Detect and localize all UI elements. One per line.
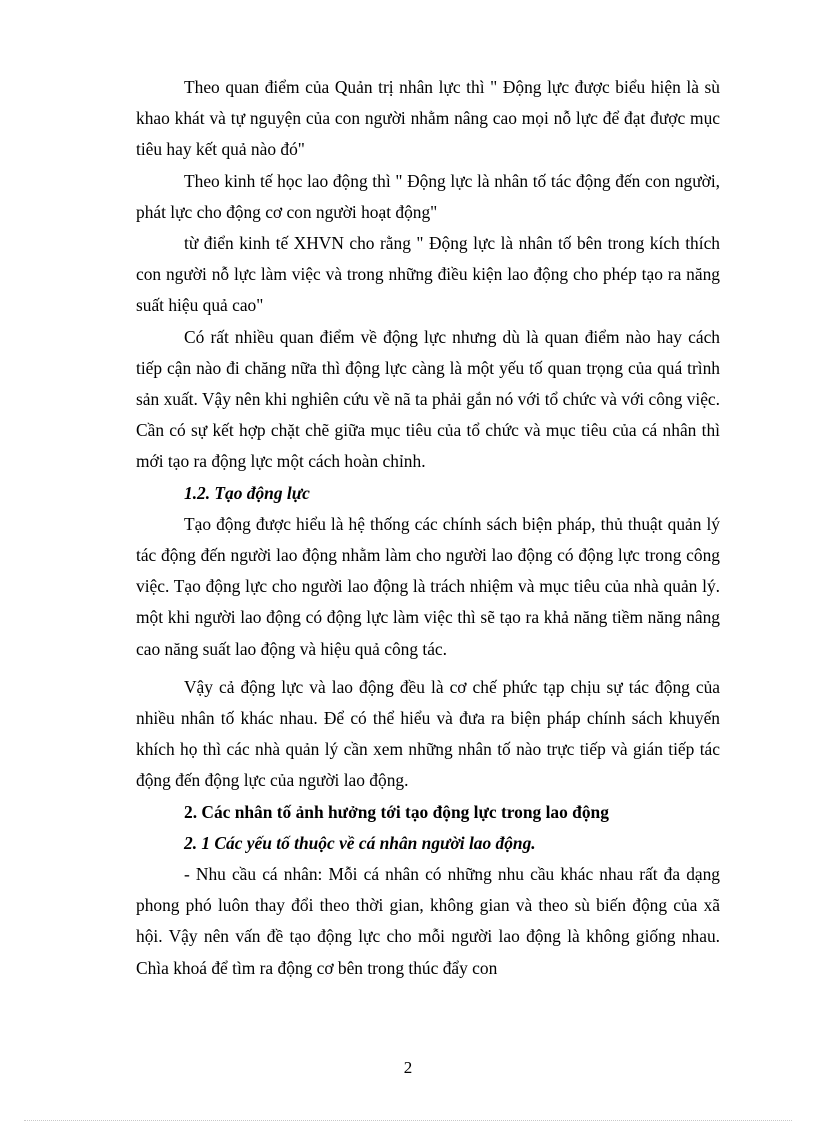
section-heading-2: 2. Các nhân tố ảnh hưởng tới tạo động lực trong lao động [184,801,609,822]
section-heading-1-2: 1.2. Tạo động lực [184,482,310,503]
paragraph-dictionary-definition: từ điển kinh tế XHVN cho rằng " Động lực là nhân tố bên trong kích thích con người nỗ lực làm việc và trong những điều kiện lao động cho phép tạo ra năng suất hiệu quả cao" [136,233,720,316]
paragraph-complex-mechanism: Vậy cả động lực và lao động đều là cơ chế phức tạp chịu sự tác động của nhiều nhân tố khác nhau. Để có thể hiểu và đưa ra biện pháp chính sách khuyến khích họ thì các nhà quản lý cần xem những nhân tố nào trực tiếp và gián tiếp tác động đến động lực của người lao động. [136,676,720,791]
page-bottom-border [24,1120,792,1121]
section-heading-2-1: 2. 1 Các yếu tố thuộc về cá nhân người lao động. [184,832,536,853]
paragraph-qtnl-definition: Theo quan điểm của Quản trị nhân lực thì " Động lực được biểu hiện là sù khao khát và tự nguyện của con người nhằm nâng cao mọi nỗ lực để đạt được mục tiêu hay kết quả nào đó" [136,77,720,160]
page-number: 2 [403,1058,413,1077]
paragraph-motivation-definition: Tạo động được hiểu là hệ thống các chính sách biện pháp, thủ thuật quản lý tác động đến người lao động nhằm làm cho người lao động có động lực trong công việc. Tạo động lực cho người lao động là trách nhiệm và mục tiêu của nhà quản lý. một khi người lao động có động lực làm việc thì sẽ tạo ra khả năng tiềm năng nâng cao năng suất lao động và hiệu quả công tác. [136,513,720,659]
paragraph-ktld-definition: Theo kinh tế học lao động thì " Động lực là nhân tố tác động đến con người, phát lực cho động cơ con người hoạt động" [136,170,720,222]
paragraph-summary-views: Có rất nhiều quan điểm về động lực nhưng dù là quan điểm nào hay cách tiếp cận nào đi chăng nữa thì động lực càng là một yếu tố quan trọng của quá trình sản xuất. Vậy nên khi nghiên cứu về nã ta phải gắn nó với tổ chức và với công việc. Cần có sự kết hợp chặt chẽ giữa mục tiêu của tổ chức và mục tiêu của cá nhân thì mới tạo ra động lực một cách hoàn chỉnh. [136,326,720,472]
paragraph-individual-needs: - Nhu cầu cá nhân: Mỗi cá nhân có những nhu cầu khác nhau rất đa dạng phong phó luôn thay đổi theo thời gian, không gian và theo sù biến động của xã hội. Vậy nên vấn đề tạo động lực cho mỗi người lao động là không giống nhau. Chìa khoá để tìm ra động cơ bên trong thúc đẩy con [136,864,720,978]
page-content [136,72,720,984]
